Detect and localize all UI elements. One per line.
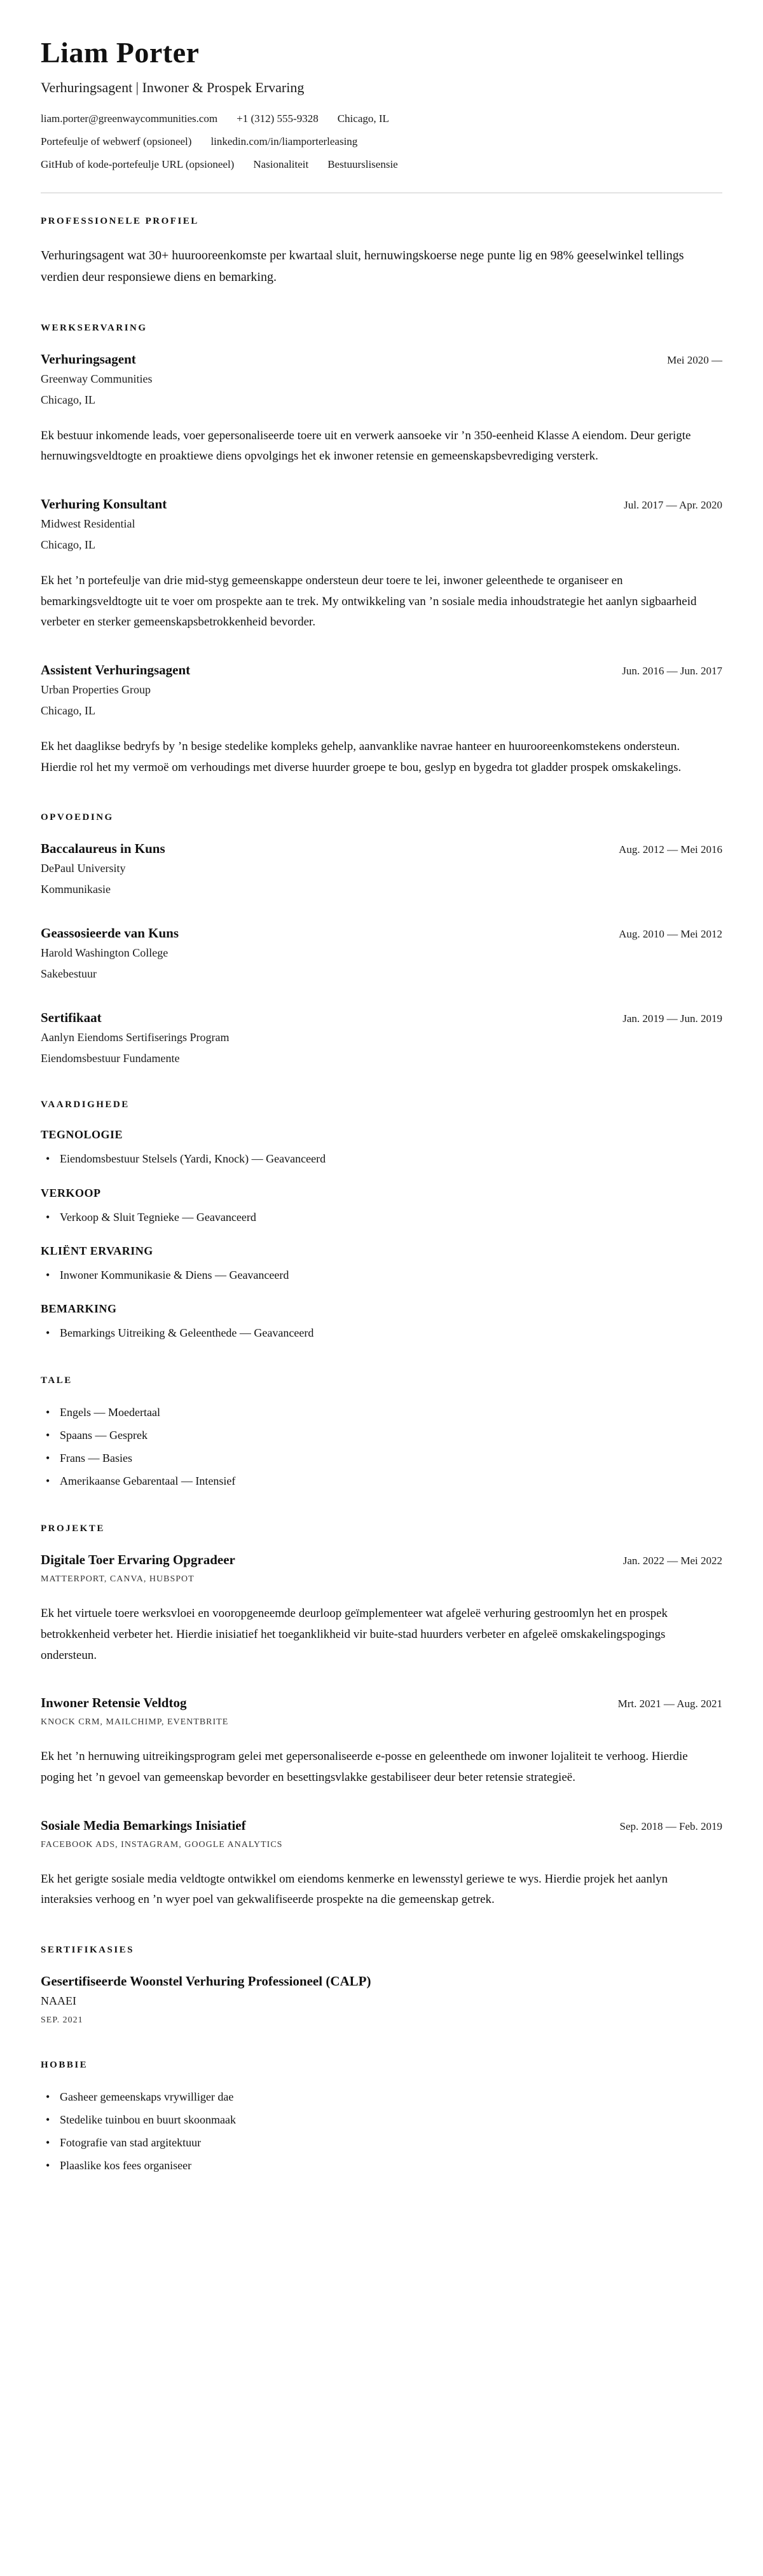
skill-category-name: BEMARKING (41, 1302, 117, 1315)
education-dates: Aug. 2012 — Mei 2016 (619, 843, 722, 856)
field-of-study: Sakebestuur (41, 967, 97, 981)
hobby-item: • Fotografie van stad argitektuur (41, 2134, 722, 2151)
job-company: Greenway Communities (41, 372, 153, 385)
contact-github: GitHub of kode-portefeulje URL (opsioneel) (41, 158, 235, 170)
job-description: Ek het ’n portefeulje van drie mid-styg gemeenskappe ondersteun deur toere te lei, inwoner geleenthede te organiseer en bemarkingsveldtogte uit te voer om prospekte aan te trek. My ontwikkeling van ’n sosiale media inhoudstrategie het aanlyn sigbaarheid verbeter en sterker gemeenskapsbetrokkenheid bevorder. (41, 574, 697, 629)
certifications-heading: SERTIFIKASIES (41, 1944, 135, 1955)
project-title: Digitale Toer Ervaring Opgradeer (41, 1552, 235, 1568)
hobby-item: • Gasheer gemeenskaps vrywilliger dae (41, 2089, 722, 2105)
project-dates: Jan. 2022 — Mei 2022 (622, 1555, 722, 1567)
project-description: Ek het ’n hernuwing uitreikingsprogram gelei met gepersonaliseerde e-posse en geleenthede om inwoner lojaliteit te verhoog. Hierdie poging het ’n gevoel van gemeenskap bevorder en besettingsvlakke gestabiliseer deur beter retensie strategieë. (41, 1750, 688, 1784)
education-entry (41, 841, 722, 896)
skill-category (41, 1187, 722, 1225)
contact-drivers-license: Bestuurslisensie (327, 158, 398, 170)
job-title: Verhuring Konsultant (41, 496, 167, 512)
skill-item: • Inwoner Kommunikasie & Diens — Geavanceerd (41, 1267, 722, 1283)
skill-category (41, 1244, 722, 1283)
language-item: • Frans — Basies (41, 1450, 722, 1466)
project-entry (41, 1552, 722, 1666)
projects-heading: PROJEKTE (41, 1523, 105, 1534)
contact-email: liam.porter@greenwaycommunities.com (41, 112, 218, 125)
section-projects (41, 1523, 722, 1911)
contact-location: Chicago, IL (337, 112, 389, 125)
job-description: Ek het daaglikse bedryfs by ’n besige stedelike kompleks gehelp, aanvanklike navrae hanteer en huurooreenkomstekens ondersteun. Hierdie rol het my vermoë om verhoudings met diverse huurder groepe te bou, geslyp en bygedra tot gladder prospek omskakelings. (41, 740, 682, 774)
education-dates: Aug. 2010 — Mei 2012 (619, 928, 722, 941)
education-heading: OPVOEDING (41, 812, 114, 823)
skills-heading: VAARDIGHEDE (41, 1100, 130, 1110)
certification-name: Gesertifiseerde Woonstel Verhuring Professioneel (CALP) (41, 1973, 371, 1989)
job-dates: Jun. 2016 — Jun. 2017 (622, 665, 722, 678)
project-title: Inwoner Retensie Veldtog (41, 1695, 187, 1711)
project-description: Ek het virtuele toere werksvloei en vooropgeneemde deurloop geïmplementeer wat afgeleë verhuring gestroomlyn het en prospek betrokkenheid verbeter het. Hierdie inisiatief het toeganklikheid vir buite-stad huurders verbeter en afgeleë omskakelingspogings ondersteun. (41, 1607, 668, 1662)
project-tools: KNOCK CRM, MAILCHIMP, EVENTBRITE (41, 1717, 229, 1728)
project-description: Ek het gerigte sosiale media veldtogte ontwikkel om eiendoms kenmerke en lewensstyl geriewe te wys. Hierdie projek het aanlyn interaksies verhoog en ’n wyer poel van gekwalifiseerde prospekte na die gemeenskap getrek. (41, 1872, 668, 1907)
job-title: Assistent Verhuringsagent (41, 662, 191, 678)
certification-entry (41, 1973, 722, 2026)
skill-item: • Eiendomsbestuur Stelsels (Yardi, Knock) — Geavanceerd (41, 1150, 722, 1167)
contact-row-3 (41, 158, 722, 171)
job-location: Chicago, IL (41, 393, 95, 406)
certification-issuer: NAAEI (41, 1994, 76, 2007)
job-entry (41, 662, 722, 778)
school-name: Aanlyn Eiendoms Sertifiserings Program (41, 1031, 230, 1044)
degree-title: Sertifikaat (41, 1010, 102, 1026)
section-education (41, 812, 722, 1065)
contact-row-1 (41, 112, 722, 125)
degree-title: Baccalaureus in Kuns (41, 841, 165, 857)
hobby-item: • Stedelike tuinbou en buurt skoonmaak (41, 2111, 722, 2128)
language-item: • Engels — Moedertaal (41, 1404, 722, 1421)
skill-category-name: KLIËNT ERVARING (41, 1244, 153, 1257)
profile-text: Verhuringsagent wat 30+ huurooreenkomste per kwartaal sluit, hernuwingskoerse nege punte lig en 98% geeselwinkel tellings verdien deur responsiewe diens en bemarking. (41, 249, 684, 285)
hobby-item: • Plaaslike kos fees organiseer (41, 2157, 722, 2174)
contact-nationality: Nasionaliteit (253, 158, 309, 170)
languages-heading: TALE (41, 1375, 72, 1386)
project-title: Sosiale Media Bemarkings Inisiatief (41, 1817, 246, 1833)
skill-category (41, 1128, 722, 1167)
section-hobbies (41, 2060, 722, 2174)
job-location: Chicago, IL (41, 538, 95, 552)
degree-title: Geassosieerde van Kuns (41, 925, 179, 941)
field-of-study: Eiendomsbestuur Fundamente (41, 1052, 180, 1065)
project-entry (41, 1695, 722, 1788)
project-dates: Mrt. 2021 — Aug. 2021 (617, 1698, 722, 1710)
contact-row-2 (41, 135, 722, 148)
field-of-study: Kommunikasie (41, 883, 111, 896)
contact-phone: +1 (312) 555-9328 (237, 112, 319, 125)
experience-heading: WERKSERVARING (41, 322, 148, 333)
education-entry (41, 1010, 722, 1065)
job-title: Verhuringsagent (41, 351, 136, 367)
contact-portfolio: Portefeulje of webwerf (opsioneel) (41, 135, 192, 147)
skill-item: • Bemarkings Uitreiking & Geleenthede — Geavanceerd (41, 1325, 722, 1341)
school-name: DePaul University (41, 862, 126, 875)
project-dates: Sep. 2018 — Feb. 2019 (619, 1820, 722, 1832)
hobbies-heading: HOBBIE (41, 2059, 88, 2070)
skill-item: • Verkoop & Sluit Tegnieke — Geavanceerd (41, 1209, 722, 1225)
certification-date: SEP. 2021 (41, 2015, 83, 2025)
job-description: Ek bestuur inkomende leads, voer gepersonaliseerde toere uit en verwerk aansoeke vir ’n 350-eenheid Klasse A eiendom. Deur gerigte hernuwingsveldtogte en proaktiewe diens opvolgings het ek inwoner retensie en gemeenskapsbevrediging versterk. (41, 428, 691, 463)
project-entry (41, 1818, 722, 1911)
section-experience (41, 323, 722, 779)
candidate-headline: Verhuringsagent | Inwoner & Prospek Ervaring (41, 79, 305, 95)
language-item: • Amerikaanse Gebarentaal — Intensief (41, 1473, 722, 1489)
education-dates: Jan. 2019 — Jun. 2019 (622, 1012, 722, 1025)
job-entry (41, 496, 722, 633)
school-name: Harold Washington College (41, 946, 168, 960)
section-languages (41, 1375, 722, 1489)
candidate-name: Liam Porter (41, 36, 200, 69)
job-dates: Jul. 2017 — Apr. 2020 (624, 499, 722, 512)
section-certifications (41, 1945, 722, 2026)
skill-category (41, 1302, 722, 1341)
contact-linkedin: linkedin.com/in/liamporterleasing (210, 135, 358, 147)
job-location: Chicago, IL (41, 704, 95, 718)
job-company: Midwest Residential (41, 517, 135, 531)
section-profile (41, 216, 722, 289)
project-tools: MATTERPORT, CANVA, HUBSPOT (41, 1574, 195, 1584)
job-company: Urban Properties Group (41, 683, 151, 697)
skill-category-name: TEGNOLOGIE (41, 1128, 123, 1141)
job-dates: Mei 2020 — (667, 353, 722, 366)
job-entry (41, 351, 722, 467)
language-item: • Spaans — Gesprek (41, 1427, 722, 1443)
education-entry (41, 925, 722, 981)
skill-category-name: VERKOOP (41, 1186, 101, 1199)
profile-heading: PROFESSIONELE PROFIEL (41, 216, 199, 226)
resume-header (41, 36, 722, 171)
section-skills (41, 1100, 722, 1340)
project-tools: FACEBOOK ADS, INSTAGRAM, GOOGLE ANALYTICS (41, 1839, 283, 1850)
